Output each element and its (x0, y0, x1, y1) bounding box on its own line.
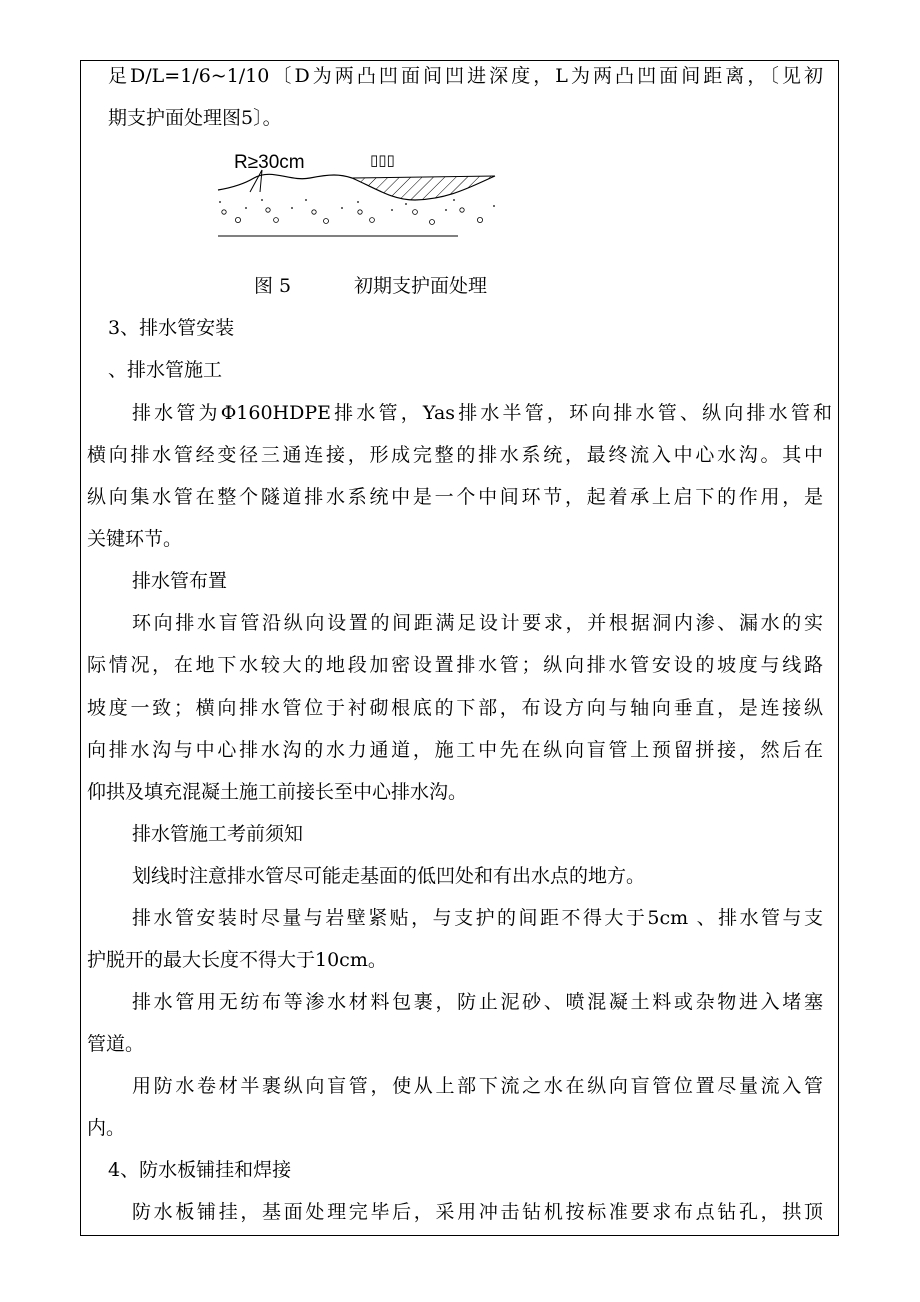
note-3-line-1: 排水管用无纺布等渗水材料包裹，防止泥砂、喷混凝土料或杂物进入堵塞 (132, 991, 823, 1013)
radius-marker (250, 170, 262, 192)
section-3-title: 3、排水管安装 (108, 317, 235, 339)
figure-caption-title: 初期支护面处理 (354, 275, 488, 297)
note-3-line-2: 管道。 (87, 1033, 145, 1055)
p1-line-4: 关键环节。 (87, 528, 183, 550)
section-3-1-title: 、排水管施工 (108, 359, 223, 381)
p1-line-2: 横向排水管经变径三通连接，形成完整的排水系统，最终流入中心水沟。其中 (87, 444, 823, 466)
p2-line-5: 仰拱及填充混凝土施工前接长至中心排水沟。 (87, 781, 468, 803)
box-label: ▯▯▯ (370, 152, 395, 169)
note-4-line-1: 用防水卷材半裹纵向盲管，使从上部下流之水在纵向盲管位置尽量流入管 (132, 1075, 823, 1097)
gravel-dots (222, 208, 483, 225)
intro-line-1: 足D/L=1/6~1/10〔D为两凸凹面间凹进深度，L为两凸凹面间距离，〔见初 (108, 65, 823, 87)
section-4-title: 4、防水板铺挂和焊接 (108, 1159, 292, 1181)
figure-caption-number: 图 5 (254, 275, 292, 297)
p2-line-3: 坡度一致；横向排水管位于衬砌根底的下部，布设方向与轴向垂直，是连接纵 (87, 697, 823, 719)
p2-line-1: 环向排水盲管沿纵向设置的间距满足设计要求，并根据洞内渗、漏水的实 (132, 612, 823, 634)
layout-title: 排水管布置 (132, 570, 228, 592)
note-2-line-1: 排水管安装时尽量与岩壁紧贴，与支护的间距不得大于5cm 、排水管与支 (132, 907, 823, 929)
notes-title: 排水管施工考前须知 (132, 823, 304, 845)
p1-line-1: 排水管为Φ160HDPE排水管，Yas排水半管，环向排水管、纵向排水管和 (132, 402, 832, 424)
p3-line-1: 防水板铺挂，基面处理完毕后，采用冲击钻机按标准要求布点钻孔，拱顶 (132, 1201, 823, 1223)
intro-line-2: 期支护面处理图5〕。 (108, 107, 282, 129)
p1-line-3: 纵向集水管在整个隧道排水系统中是一个中间环节，起着承上启下的作用，是 (87, 486, 823, 508)
p2-line-4: 向排水沟与中心排水沟的水力通道，施工中先在纵向盲管上预留拼接，然后在 (87, 739, 823, 761)
support-surface-figure (210, 140, 510, 250)
radius-label: R≥30cm (234, 152, 305, 173)
p2-line-2: 际情况，在地下水较大的地段加密设置排水管；纵向排水管安设的坡度与线路 (87, 654, 823, 676)
note-1: 划线时注意排水管尽可能走基面的低凹处和有出水点的地方。 (132, 865, 646, 887)
gravel-specks (219, 199, 495, 211)
note-4-line-2: 内。 (87, 1117, 126, 1139)
note-2-line-2: 护脱开的最大长度不得大于10cm。 (87, 949, 387, 971)
